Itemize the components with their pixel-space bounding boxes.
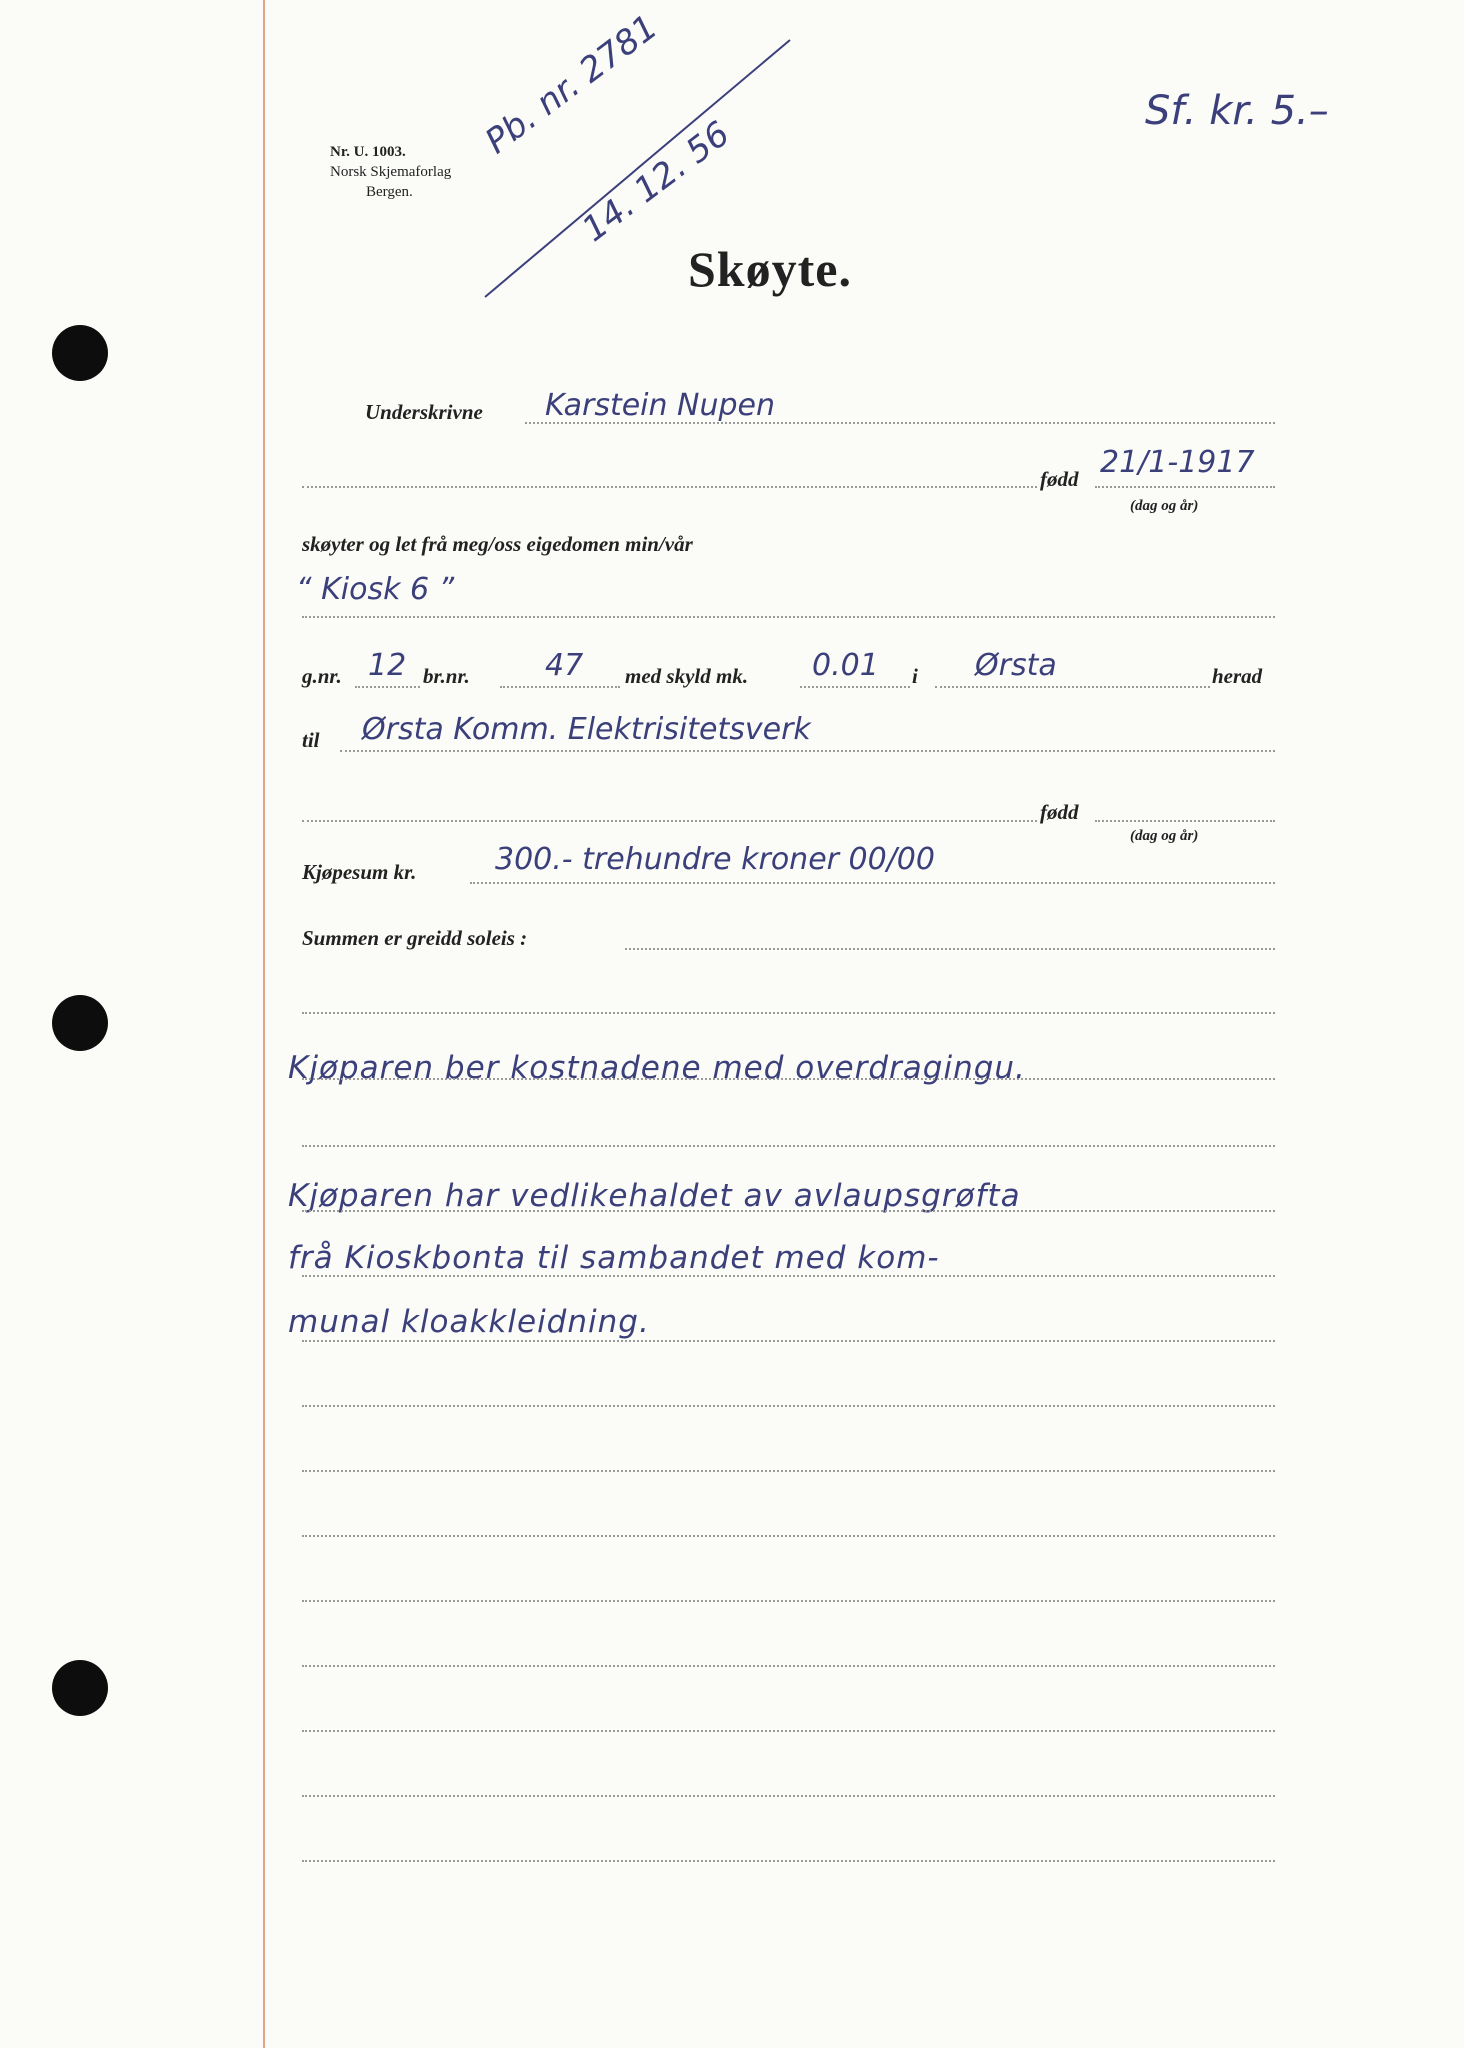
ruled-line xyxy=(302,1535,1275,1537)
ruled-line xyxy=(302,1405,1275,1407)
label-med-skyld: med skyld mk. xyxy=(625,664,749,688)
label-fodd-buyer: fødd xyxy=(1040,800,1079,824)
birth-line xyxy=(302,486,1037,488)
label-summen: Summen er greidd soleis : xyxy=(302,926,528,950)
clause-2-line-2: frå Kioskbonta til sambandet med kom- xyxy=(288,1240,940,1276)
label-til: til xyxy=(302,728,320,752)
seller-name: Karstein Nupen xyxy=(545,388,776,423)
seller-birth-date: 21/1-1917 xyxy=(1100,445,1255,480)
ruled-line xyxy=(302,1145,1275,1147)
ruled-line xyxy=(302,1470,1275,1472)
publisher-name: Norsk Skjemaforlag xyxy=(330,164,452,180)
skyld-line xyxy=(800,686,910,688)
ruled-line xyxy=(302,1210,1275,1212)
punch-hole xyxy=(52,1660,108,1716)
ruled-line xyxy=(302,1078,1275,1080)
herad-line xyxy=(935,686,1210,688)
price-value: 300.- trehundre kroner 00/00 xyxy=(495,842,935,877)
margin-line xyxy=(263,0,265,2048)
clause-2-line-3: munal kloakkleidning. xyxy=(288,1304,650,1340)
form-number: Nr. U. 1003. xyxy=(330,144,406,160)
label-i: i xyxy=(912,664,918,688)
punch-hole xyxy=(52,325,108,381)
price-line xyxy=(470,882,1275,884)
label-brnr: br.nr. xyxy=(423,664,470,688)
gnr-line xyxy=(355,686,420,688)
brnr-value: 47 xyxy=(545,648,584,683)
herad-value: Ørsta xyxy=(975,648,1057,683)
label-dag-og-ar: (dag og år) xyxy=(1130,498,1199,514)
birth-date-line xyxy=(1095,486,1275,488)
label-dag-og-ar-buyer: (dag og år) xyxy=(1130,828,1199,844)
clause-1: Kjøparen ber kostnadene med overdragingu. xyxy=(288,1050,1026,1086)
label-fodd: fødd xyxy=(1040,467,1079,491)
ruled-line xyxy=(302,1730,1275,1732)
publisher-city: Bergen. xyxy=(366,184,413,200)
label-herad: herad xyxy=(1212,664,1263,688)
buyer-birth-date-line xyxy=(1095,820,1275,822)
punch-hole xyxy=(52,995,108,1051)
gnr-value: 12 xyxy=(368,648,407,683)
ruled-line xyxy=(302,1860,1275,1862)
payment-line-2 xyxy=(302,1012,1275,1014)
buyer-line xyxy=(340,750,1275,752)
document-title: Skøyte. xyxy=(688,241,852,297)
printer-imprint xyxy=(330,142,451,202)
registration-date: 14. 12. 56 xyxy=(575,113,738,250)
label-kjopesum: Kjøpesum kr. xyxy=(302,860,417,884)
skyld-value: 0.01 xyxy=(812,648,879,683)
fee-note: Sf. kr. 5.– xyxy=(1145,88,1329,134)
ruled-line xyxy=(302,1600,1275,1602)
brnr-line xyxy=(500,686,620,688)
ruled-line xyxy=(302,1795,1275,1797)
clause-2-line-1: Kjøparen har vedlikehaldet av avlaupsgrøfta xyxy=(288,1178,1021,1214)
registration-note: Pb. nr. 2781 xyxy=(478,7,666,162)
ruled-line xyxy=(302,1275,1275,1277)
label-gnr: g.nr. xyxy=(302,664,342,688)
buyer-name: Ørsta Komm. Elektrisitetsverk xyxy=(362,712,811,747)
payment-line xyxy=(625,948,1275,950)
property-line xyxy=(302,616,1275,618)
ruled-line xyxy=(302,1665,1275,1667)
buyer-birth-line xyxy=(302,820,1037,822)
ruled-line xyxy=(302,1340,1275,1342)
label-underskrivne: Underskrivne xyxy=(365,400,483,424)
property-name: “ Kiosk 6 ” xyxy=(296,572,455,607)
label-skoyter: skøyter og let frå meg/oss eigedomen min/vår xyxy=(302,532,693,556)
